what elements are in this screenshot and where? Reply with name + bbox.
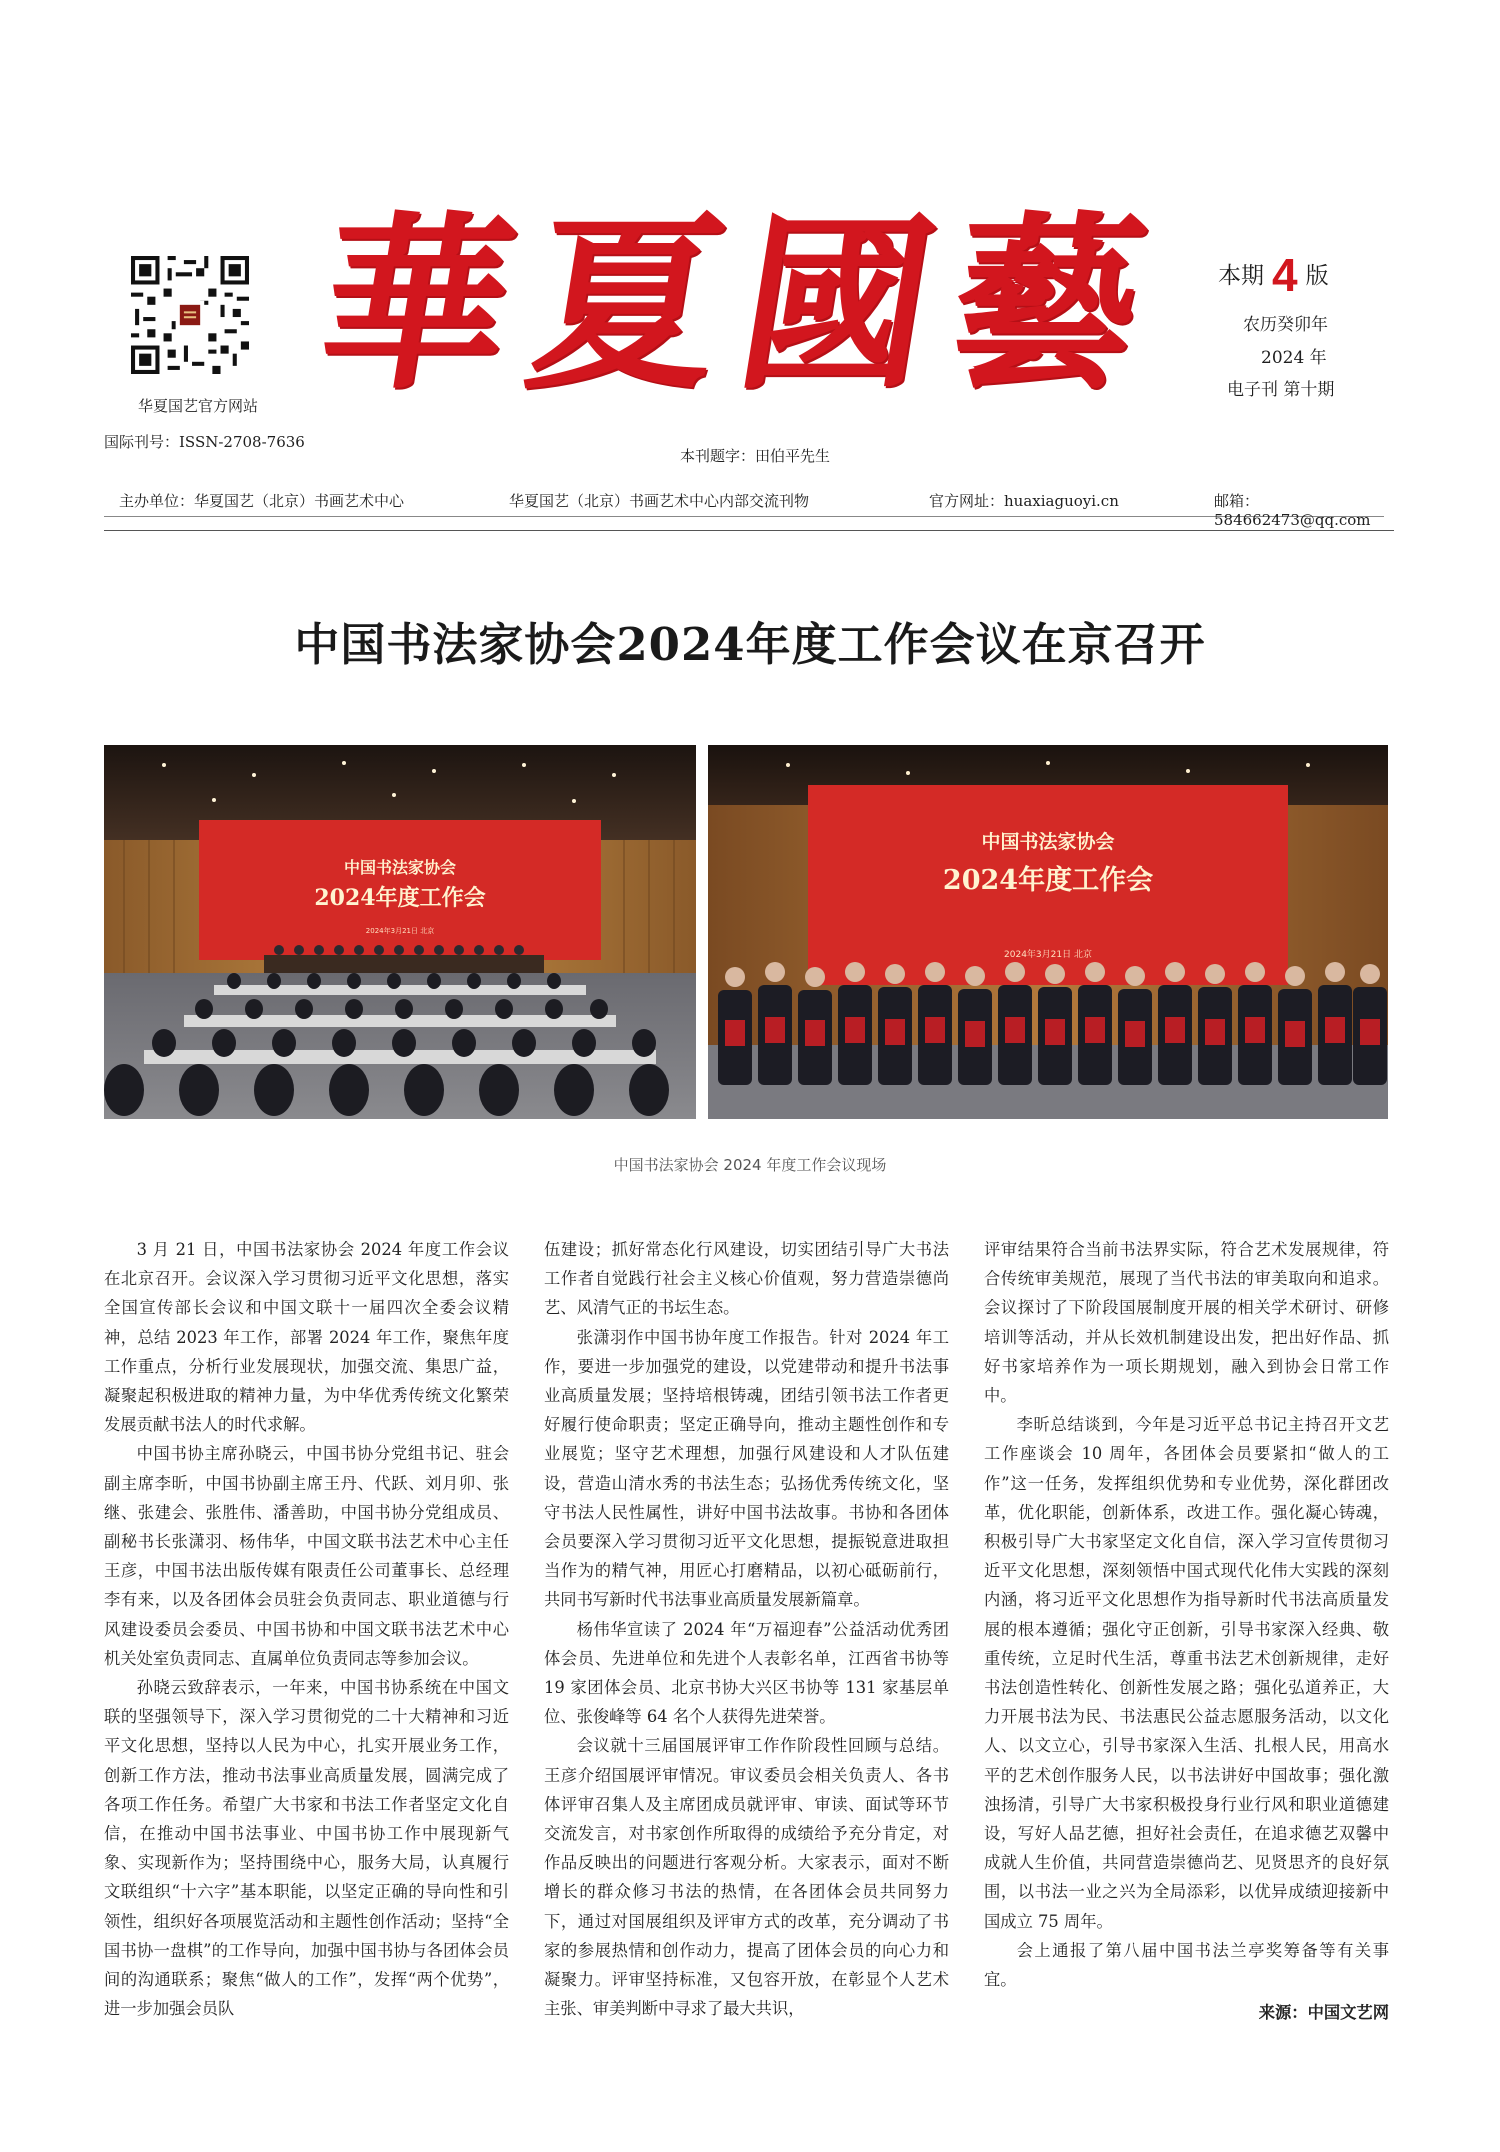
masthead-divider <box>104 530 1394 531</box>
screen-title-left: 中国书法家协会 <box>343 858 457 877</box>
sponsor: 主办单位：华夏国艺（北京）书画艺术中心 <box>119 492 405 510</box>
paragraph: 杨伟华宣读了 2024 年“万福迎春”公益活动优秀团体会员、先进单位和先进个人表彰名单，江西省书协等 19 家团体会员、北京书协大兴区书协等 131 家基层单位、张俊峰等 64 名个人获得先进荣誉。 <box>544 1619 949 1727</box>
issue-page <box>1218 248 1329 302</box>
article-source: 来源：中国文艺网 <box>1258 2003 1389 2023</box>
paragraph: 3 月 21 日，中国书法家协会 2024 年度工作会议在北京召开。会议深入学习贯彻习近平文化思想，落实全国宣传部长会议和中国文联十一届四次全委会议精神，总结 2023 年工作，部署 2024 年工作，聚焦年度工作重点，分析行业发展现状，加强交流、集思广益，凝聚起积极进取的精神力量，为中华优秀传统文化繁荣发展贡献书法人的时代求解。 <box>104 1240 509 1435</box>
qr-code[interactable] <box>131 256 249 374</box>
article-column-3 <box>984 1235 1389 2027</box>
screen-date-left: 2024年3月21日 北京 <box>365 927 435 935</box>
paragraph: 会议就十三届国展评审工作作阶段性回顾与总结。王彦介绍国展评审情况。审议委员会相关负责人、各书体评审召集人及主席团成员就评审、审读、面试等环节交流发言，对书家创作所取得的成绩给予充分肯定，对作品反映出的问题进行客观分析。大家表示，面对不断增长的群众修习书法的热情，在各团体会员共同努力下，通过对国展组织及评审方式的改革，充分调动了书家的参展热情和创作动力，提高了团体会员的向心力和凝聚力。评审坚持标准，又包容开放，在彰显个人艺术主张、审美判断中寻求了最大共识， <box>544 1736 949 2019</box>
screen-subtitle-left: 2024年度工作会 <box>314 885 486 911</box>
logo-char-2: 夏 <box>514 194 738 415</box>
award-group-illustration <box>708 745 1388 1119</box>
issue-prefix: 本期 <box>1218 263 1264 289</box>
lunar-year: 农历癸卯年 <box>1243 315 1328 335</box>
logo-char-3: 國 <box>724 194 948 415</box>
publication-note: 华夏国艺（北京）书画艺术中心内部交流刊物 <box>509 492 810 510</box>
paragraph: 伍建设；抓好常态化行风建设，切实团结引导广大书法工作者自觉践行社会主义核心价值观，努力营造崇德尚艺、风清气正的书坛生态。 <box>544 1240 949 1318</box>
award-recipients <box>718 962 1387 1085</box>
newspaper-logo <box>304 190 1158 420</box>
screen-title-right: 中国书法家协会 <box>981 831 1115 853</box>
conference-photo-hall[interactable] <box>104 745 696 1119</box>
logo-char-4: 藝 <box>934 194 1158 415</box>
screen-subtitle-right: 2024年度工作会 <box>942 865 1154 896</box>
qr-label: 华夏国艺官方网站 <box>137 397 258 415</box>
issue-number: 4 <box>1272 249 1298 301</box>
paragraph: 张潇羽作中国书协年度工作报告。针对 2024 年工作，要进一步加强党的建设，以党建带动和提升书法事业高质量发展；坚持培根铸魂，团结引领书法工作者更好履行使命职责；坚定正确导向，推动主题性创作和专业展览；坚守艺术理想，加强行风建设和人才队伍建设，营造山清水秀的书法生态；弘扬优秀传统文化，坚守书法人民性属性，讲好中国书法故事。书协和各团体会员要深入学习贯彻习近平文化思想，提振锐意进取担当作为的精气神，用匠心打磨精品，以初心砥砺前行，共同书写新时代书法事业高质量发展新篇章。 <box>544 1327 949 1610</box>
article-column-2 <box>544 1235 949 2023</box>
conference-hall-illustration <box>104 745 696 1119</box>
conference-photo-awards[interactable] <box>708 745 1388 1119</box>
year: 2024 年 <box>1261 348 1327 368</box>
issn-number: 国际刊号：ISSN-2708-7636 <box>104 433 305 451</box>
article-column-1 <box>104 1235 509 2023</box>
photo-caption: 中国书法家协会 2024 年度工作会议现场 <box>613 1156 887 1174</box>
paragraph: 李昕总结谈到，今年是习近平总书记主持召开文艺工作座谈会 10 周年，各团体会员要紧扣“做人的工作”这一任务，发挥组织优势和专业优势，深化群团改革，优化职能，创新体系，改进工作。强化凝心铸魂，积极引导广大书家坚定文化自信，深入学习宣传贯彻习近平文化思想，深刻领悟中国式现代化伟大实践的深刻内涵，将习近平文化思想作为指导新时代书法高质量发展的根本遵循；强化守正创新，引导书家深入经典、敬重传统，立足时代生活，尊重书法艺术创新规律，走好书法创造性转化、创新性发展之路；强化弘道养正，大力开展书法为民、书法惠民公益志愿服务活动，以文化人、以文立心，引导书家深入生活、扎根人民，用高水平的艺术创作服务人民，以书法讲好中国故事；强化激浊扬清，引导广大书家积极投身行业行风和职业道德建设，写好人品艺德，担好社会责任，在追求德艺双馨中成就人生价值，共同营造崇德尚艺、见贤思齐的良好氛围，以书法一业之兴为全局添彩，以优异成绩迎接新中国成立 75 周年。 <box>984 1415 1389 1931</box>
issue-suffix: 版 <box>1305 263 1329 289</box>
calligrapher-credit: 本刊题字：田伯平先生 <box>680 447 831 465</box>
paragraph: 孙晓云致辞表示，一年来，中国书协系统在中国文联的坚强领导下，深入学习贯彻党的二十大精神和习近平文化思想，坚持以人民为中心，扎实开展业务工作，创新工作方法，推动书法事业高质量发展，圆满完成了各项工作任务。希望广大书家和书法工作者坚定文化自信，在推动中国书法事业、中国书协工作中展现新气象、实现新作为；坚持围绕中心，服务大局，认真履行文联组织“十六字”基本职能，以坚定正确的导向性和引领性，组织好各项展览活动和主题性创作活动；坚持“全国书协一盘棋”的工作导向，加强中国书协与各团体会员间的沟通联系；聚焦“做人的工作”，发挥“两个优势”，进一步加强会员队 <box>104 1678 509 2019</box>
website-link[interactable]: 官方网址：huaxiaguoyi.cn <box>929 492 1119 510</box>
screen-date-right: 2024年3月21日 北京 <box>1004 950 1092 960</box>
info-bar <box>104 480 1384 529</box>
paragraph: 会上通报了第八届中国书法兰亭奖筹备等有关事宜。 <box>984 1940 1389 1990</box>
edition-number: 电子刊 第十期 <box>1227 380 1335 400</box>
paragraph: 评审结果符合当前书法界实际，符合艺术发展规律，符合传统审美规范，展现了当代书法的审美取向和追求。会议探讨了下阶段国展制度开展的相关学术研讨、研修培训等活动，并从长效机制建设出发，把出好作品、抓好书家培养作为一项长期规划，融入到协会日常工作中。 <box>984 1240 1389 1406</box>
logo-char-1: 華 <box>304 194 528 415</box>
article-headline: 中国书法家协会2024年度工作会议在京召开 <box>294 618 1206 671</box>
email-link[interactable]: 邮箱：584662473@qq.com <box>1214 492 1371 529</box>
paragraph: 中国书协主席孙晓云，中国书协分党组书记、驻会副主席李昕，中国书协副主席王丹、代跃、刘月卯、张继、张建会、张胜伟、潘善助，中国书协分党组成员、副秘书长张潇羽、杨伟华，中国文联书法艺术中心主任王彦，中国书法出版传媒有限责任公司董事长、总经理李有来，以及各团体会员驻会负责同志、职业道德与行风建设委员会委员、中国书协和中国文联书法艺术中心机关处室负责同志、直属单位负责同志等参加会议。 <box>104 1444 509 1668</box>
